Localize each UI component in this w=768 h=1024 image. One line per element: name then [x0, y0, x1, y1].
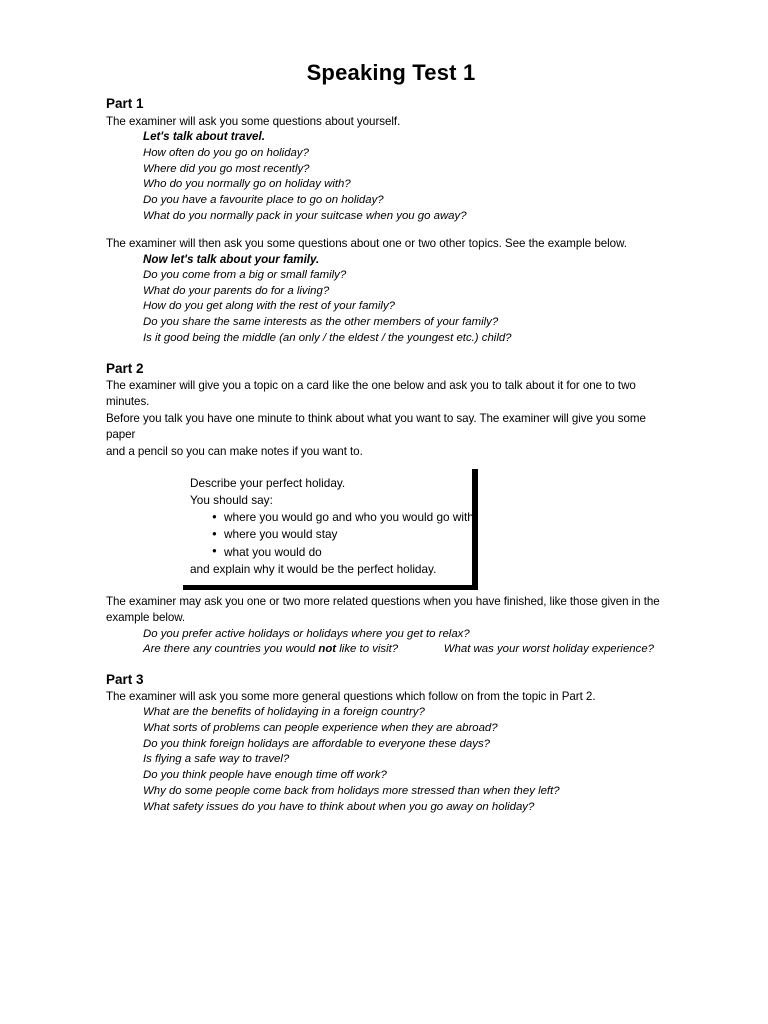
document-body: [106, 60, 662, 815]
part-2-question-row: [143, 642, 662, 658]
part-3-intro: The examiner will ask you some more general questions which follow on from the topic in Part 2.: [106, 690, 596, 704]
part-1-question: Where did you go most recently?: [143, 162, 310, 175]
part-3-question: Do you think people have enough time off work?: [143, 769, 387, 782]
part-1-question: Do you share the same interests as the other members of your family?: [143, 316, 499, 329]
part-1-question: Do you come from a big or small family?: [143, 269, 347, 281]
part-3-question: Why do some people come back from holidays more stressed than when they left?: [143, 784, 560, 797]
part-3-question: What sorts of problems can people experience when they are abroad?: [143, 721, 498, 734]
part-2-intro-line-1: The examiner will give you a topic on a card like the one below and ask you to talk about it for one to two minutes.: [106, 378, 636, 409]
part-1-question: What do you normally pack in your suitcase when you go away?: [143, 209, 467, 222]
part-3-heading: Part 3: [106, 672, 144, 688]
part-1-question: How do you get along with the rest of your family?: [143, 300, 395, 313]
topic-1-lead: Let's talk about travel.: [143, 130, 265, 144]
task-card: [183, 469, 478, 590]
part-2-followup-line-1: The examiner may ask you one or two more related questions when you have finished, like those given in the: [106, 594, 660, 608]
task-card-bullet: ● what you would do: [212, 544, 462, 561]
part-1-question: How often do you go on holiday?: [143, 146, 309, 159]
part-1-intro: The examiner will ask you some questions about yourself.: [106, 114, 401, 128]
part-2-intro-line-3: and a pencil so you can make notes if you want to.: [106, 444, 363, 458]
part-2-question-with-emphasis: [143, 642, 398, 658]
question-emphasis: not: [318, 643, 337, 656]
task-card-wrapper: [183, 469, 478, 590]
part-2-heading: Part 2: [106, 360, 144, 376]
part-1-heading: Part 1: [106, 96, 144, 112]
task-card-you-should-say: You should say:: [190, 493, 273, 508]
part-1-question: Do you have a favourite place to go on holiday?: [143, 194, 384, 207]
part-2-intro-line-2: Before you talk you have one minute to think about what you want to say. The examiner will give you some paper: [106, 411, 646, 442]
part-3-question: Do you think foreign holidays are affordable to everyone these days?: [143, 737, 490, 750]
part-2-question: Do you prefer active holidays or holidays where you get to relax?: [143, 627, 470, 640]
paragraph-spacer: [106, 225, 662, 236]
page-title: Speaking Test 1: [306, 60, 476, 85]
part-1-topic-1: [106, 129, 662, 224]
part-3-question: What safety issues do you have to think about when you go away on holiday?: [143, 800, 535, 813]
task-card-bullet-list: [190, 509, 474, 560]
part-2-followup-line-2: example below.: [106, 611, 186, 625]
task-card-closing: and explain why it would be the perfect holiday.: [190, 561, 437, 576]
task-card-bullet: ● where you would go and who you would go with: [212, 509, 462, 526]
question-text-post: like to visit?: [336, 643, 399, 656]
part-3-question: Is flying a safe way to travel?: [143, 753, 290, 766]
task-card-prompt: Describe your perfect holiday.: [190, 476, 346, 491]
part-3-questions: [106, 705, 662, 815]
part-2-followup-questions: [106, 627, 662, 658]
topic-2-lead: Now let's talk about your family.: [143, 252, 320, 266]
part-1-intro-2: The examiner will then ask you some questions about one or two other topics. See the example below.: [106, 236, 627, 250]
part-2-question-right: What was your worst holiday experience?: [443, 643, 654, 656]
part-3-question: What are the benefits of holidaying in a foreign country?: [143, 706, 425, 719]
question-text-pre: Are there any countries you would: [143, 643, 319, 656]
part-1-topic-2: [106, 252, 662, 347]
task-card-bullet: ● where you would stay: [212, 526, 462, 543]
part-1-question: Is it good being the middle (an only / the eldest / the youngest etc.) child?: [143, 331, 512, 344]
part-1-question: Who do you normally go on holiday with?: [143, 178, 351, 191]
part-1-question: What do your parents do for a living?: [143, 284, 330, 297]
